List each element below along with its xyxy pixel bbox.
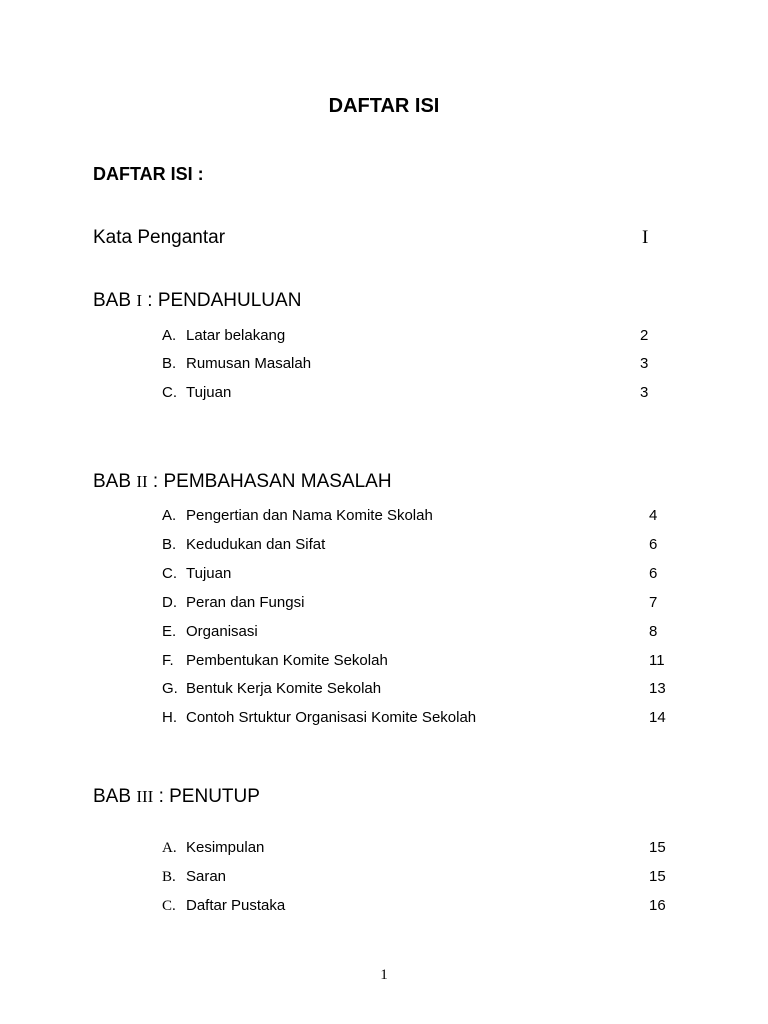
item-text: Saran [186,868,227,885]
page-title: DAFTAR ISI [328,95,440,117]
item-letter: D. [162,594,177,611]
item-page: 11 [649,652,665,669]
item-page: 4 [649,507,658,524]
list-item [162,594,304,611]
bab1-numeral: I [136,291,142,310]
list-item [162,709,476,726]
bab3-name: : PENUTUP [158,786,260,807]
list-item [162,327,285,344]
item-page: 15 [649,868,666,885]
item-letter: C. [162,384,177,401]
item-letter: C. [162,898,176,914]
item-text: Kesimpulan [186,839,265,856]
bab1-prefix: BAB [93,290,132,311]
item-text: Latar belakang [186,327,286,344]
item-text: Tujuan [186,384,232,401]
list-item [162,355,311,372]
item-page: 8 [649,623,658,640]
item-letter: A. [162,507,177,524]
item-letter: B. [162,869,176,885]
bab2-name: : PEMBAHASAN MASALAH [152,471,392,492]
bab2-prefix: BAB [93,471,132,492]
intro-label: Kata Pengantar [93,227,226,248]
item-page: 2 [640,327,649,344]
item-letter: H. [162,709,177,726]
item-letter: B. [162,355,177,372]
toc-heading: DAFTAR ISI : [93,164,204,184]
item-text: Pengertian dan Nama Komite Skolah [186,507,433,524]
bab2-heading [93,471,392,493]
list-item [162,536,325,553]
item-text: Peran dan Fungsi [186,594,305,611]
bab1-heading [93,290,301,312]
item-text: Bentuk Kerja Komite Sekolah [186,680,382,697]
list-item [162,839,264,857]
item-letter: F. [162,652,174,669]
item-page: 14 [649,709,666,726]
list-item [162,652,388,669]
list-item [162,507,433,524]
item-page: 15 [649,839,666,856]
item-text: Tujuan [186,565,232,582]
list-item [162,565,231,582]
item-page: 3 [640,384,649,401]
item-letter: B. [162,536,177,553]
item-letter: E. [162,623,177,640]
item-letter: A. [162,327,177,344]
item-page: 6 [649,565,658,582]
item-page: 3 [640,355,649,372]
list-item [162,623,258,640]
item-text: Organisasi [186,623,258,640]
bab2-numeral: II [136,472,148,491]
item-text: Contoh Srtuktur Organisasi Komite Sekolah [186,709,477,726]
item-text: Rumusan Masalah [186,355,312,372]
item-page: 7 [649,594,658,611]
bab3-prefix: BAB [93,786,132,807]
list-item [162,384,231,401]
bab3-numeral: III [136,787,154,806]
item-page: 16 [649,897,666,914]
item-page: 6 [649,536,658,553]
item-text: Pembentukan Komite Sekolah [186,652,388,669]
list-item [162,680,381,697]
bab1-name: : PENDAHULUAN [147,290,302,311]
item-text: Daftar Pustaka [186,897,286,914]
footer-page-number: 1 [380,967,388,983]
bab3-heading [93,786,260,808]
item-letter: C. [162,565,177,582]
list-item [162,868,226,886]
intro-page: I [642,227,649,248]
item-page: 13 [649,680,666,697]
item-letter: A. [162,840,177,856]
list-item [162,897,285,915]
item-letter: G. [162,680,178,697]
item-text: Kedudukan dan Sifat [186,536,326,553]
